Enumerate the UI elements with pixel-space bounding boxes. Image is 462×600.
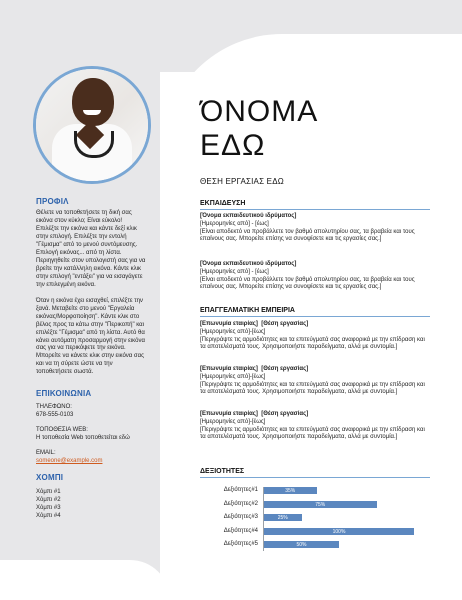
website-value: Η τοποθεσία Web τοποθετείται εδώ bbox=[36, 435, 130, 441]
contact-heading: ΕΠΙΚΟΙΝΩΝΙΑ bbox=[36, 389, 92, 398]
education-entry bbox=[200, 213, 430, 244]
hobby-item: Χόμπι #3 bbox=[36, 505, 61, 511]
job-title: ΘΕΣΗ ΕΡΓΑΣΙΑΣ ΕΔΩ bbox=[200, 177, 284, 186]
experience-dates: [Ημερομηνίες από]-[έως] bbox=[200, 328, 266, 335]
experience-entry bbox=[200, 366, 430, 397]
experience-description: [Περιγράψτε τις αρμοδιότητες και τα επιτεύγματά σας αναφορικά με την επίδραση και τα αποτελέσματά τους. Χρησιμοποιήστε παραδείγματα, αλλά με συντομία.] bbox=[200, 426, 425, 441]
skill-label: Δεξιότητες#2 bbox=[223, 500, 258, 507]
skill-percent-label: 100% bbox=[332, 528, 346, 535]
institution-name: [Όνομα εκπαιδευτικού ιδρύματος] bbox=[200, 261, 297, 267]
experience-dates: [Ημερομηνίες από]-[έως] bbox=[200, 418, 266, 425]
skill-row bbox=[210, 540, 430, 550]
hobbies-heading: ΧΟΜΠΙ bbox=[36, 473, 64, 482]
education-dates: [Ημερομηνίες από] - [έως] bbox=[200, 268, 269, 275]
company-name: [Επωνυμία εταιρίας] bbox=[200, 411, 258, 417]
skill-track bbox=[264, 514, 414, 521]
experience-dates: [Ημερομηνίες από]-[έως] bbox=[200, 373, 266, 380]
skill-label: Δεξιότητες#4 bbox=[223, 527, 258, 534]
role-name: [Θέση εργασίας] bbox=[261, 321, 309, 327]
education-description: [Είναι αποδεκτό να προβάλλετε τον βαθμό απολυτηρίου σας, τα βραβεία και τους επαίνους σας. Μπορείτε επίσης να συνοψίσετε και τις εργασίες σας.] bbox=[200, 276, 415, 291]
skill-label: Δεξιότητες#3 bbox=[223, 514, 258, 520]
role-name: [Θέση εργασίας] bbox=[261, 366, 309, 372]
hobby-item: Χόμπι #4 bbox=[36, 513, 61, 519]
role-name: [Θέση εργασίας] bbox=[261, 411, 309, 417]
profile-text: Θέλετε να τοποθετήσετε τη δική σας εικόνα στον κύκλο; Είναι εύκολο! Επιλέξτε την εικόνα και κάντε δεξί κλικ στην επιλογή. Επιλέξτε την εντολή "Γέμισμα" από το μενού συντόμευσης. Επιλογή εικόνας... από τη λίστα. Περιηγηθείτε στον υπολογιστή σας για να βρείτε την κατάλληλη εικόνα. Κάντε κλικ στην επιλογή "εντάξει" για να εισαγάγετε την επιλεγμένη εικόνα. Όταν η εικόνα έχει εισαχθεί, επιλέξτε την ξανά. Μεταβείτε στο μενού "Εργαλεία εικόνας/Μορφοποίηση". Κάντε κλικ στο βέλος προς τα κάτω στην "Περικοπή" και επιλέξτε "Γέμισμα" από τη λίστα. Αυτό θα κάνει αυτόματη προσαρμογή στην εικόνα σας για να περικόψετε την εικόνα. Μπορείτε να κάνετε κλικ στην εικόνα σας και να τη σύρετε ώστε να την τοποθετήσετε σωστά. bbox=[36, 210, 146, 376]
skill-track bbox=[264, 528, 414, 535]
profile-heading: ΠΡΟΦΙΛ bbox=[36, 197, 69, 206]
skill-percent-label: 50% bbox=[296, 542, 307, 548]
skill-track bbox=[264, 487, 414, 494]
company-name: [Επωνυμία εταιρίας] bbox=[200, 366, 258, 372]
company-name: [Επωνυμία εταιρίας] bbox=[200, 321, 258, 327]
website-label: ΤΟΠΟΘΕΣΙΑ WEB: bbox=[36, 427, 88, 433]
experience-entry bbox=[200, 411, 430, 442]
experience-description: [Περιγράψτε τις αρμοδιότητες και τα επιτεύγματά σας αναφορικά με την επίδραση και τα αποτελέσματά τους. Χρησιμοποιήστε παραδείγματα, αλλά με συντομία.] bbox=[200, 336, 425, 351]
profile-photo[interactable] bbox=[33, 66, 151, 184]
experience-entry bbox=[200, 321, 430, 352]
hobby-item: Χόμπι #1 bbox=[36, 489, 61, 495]
skill-percent-label: 75% bbox=[315, 501, 326, 508]
skills-heading: ΔΕΞΙΟΤΗΤΕΣ bbox=[200, 468, 430, 478]
skill-percent-label: 35% bbox=[285, 488, 296, 494]
skill-percent-label: 25% bbox=[277, 515, 288, 521]
institution-name: [Όνομα εκπαιδευτικού ιδρύματος] bbox=[200, 213, 297, 219]
email-label: EMAIL: bbox=[36, 450, 56, 456]
hobby-item: Χόμπι #2 bbox=[36, 497, 61, 503]
photo-head bbox=[72, 78, 114, 126]
skill-row bbox=[210, 527, 430, 537]
skill-row bbox=[210, 513, 430, 523]
email-link[interactable]: someone@example.com bbox=[36, 458, 103, 464]
phone-value: 678-555-0103 bbox=[36, 412, 74, 418]
skill-label: Δεξιότητες#5 bbox=[223, 541, 258, 547]
skill-track bbox=[264, 501, 414, 508]
experience-description: [Περιγράψτε τις αρμοδιότητες και τα επιτεύγματά σας αναφορικά με την επίδραση και τα αποτελέσματά τους. Χρησιμοποιήστε παραδείγματα, αλλά με συντομία.] bbox=[200, 381, 425, 396]
education-dates: [Ημερομηνίες από] - [έως] bbox=[200, 220, 269, 227]
person-name: ΌΝΟΜΑ ΕΔΩ bbox=[200, 95, 319, 162]
skill-label: Δεξιότητες#1 bbox=[223, 487, 258, 493]
experience-heading: ΕΠΑΓΓΕΛΜΑΤΙΚΗ ΕΜΠΕΙΡΙΑ bbox=[200, 307, 430, 317]
sidebar-bottom-curve bbox=[0, 560, 170, 600]
education-entry bbox=[200, 261, 430, 292]
photo-smile bbox=[83, 110, 101, 115]
skill-row bbox=[210, 486, 430, 496]
education-heading: ΕΚΠΑΙΔΕΥΣΗ bbox=[200, 200, 430, 210]
phone-label: ΤΗΛΕΦΩΝΟ: bbox=[36, 404, 72, 410]
skill-track bbox=[264, 541, 414, 548]
skill-row bbox=[210, 500, 430, 510]
education-description: [Είναι αποδεκτό να προβάλλετε τον βαθμό απολυτηρίου σας, τα βραβεία και τους επαίνους σας. Μπορείτε επίσης να συνοψίσετε και τις εργασίες σας.] bbox=[200, 228, 415, 243]
